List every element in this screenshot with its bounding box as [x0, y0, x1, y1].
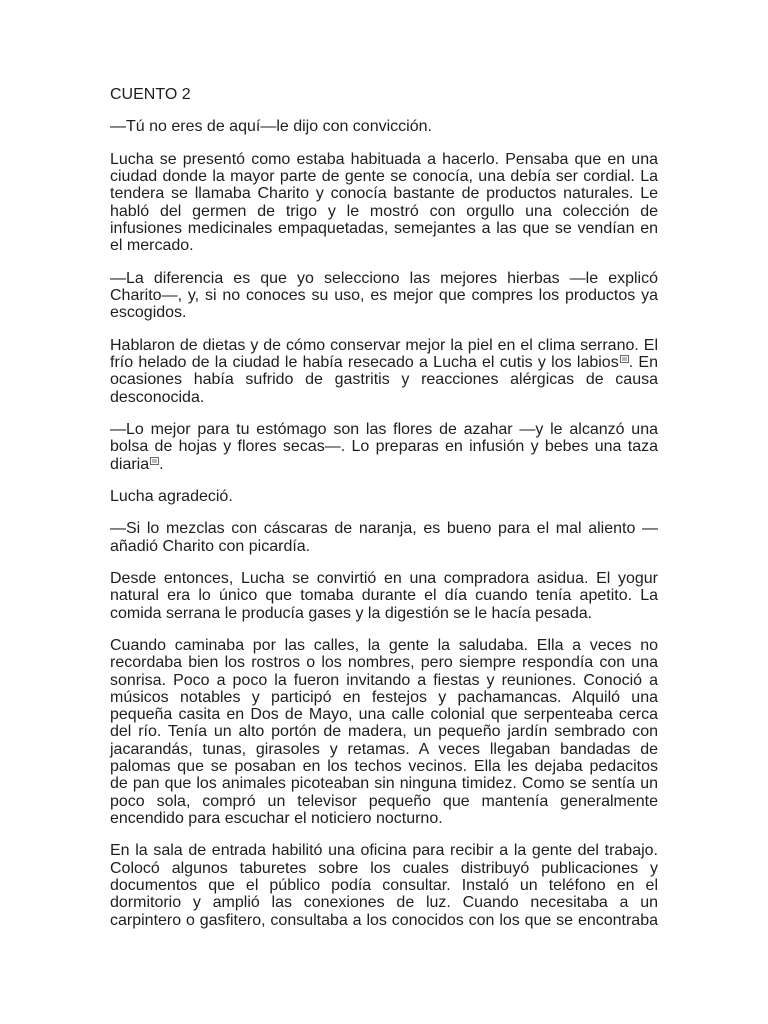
text-line: En la sala de entrada habilitó una oficina para recibir a la gente del trabajo.	[110, 842, 658, 860]
text-line: ocasiones había sufrido de gastritis y reacciones alérgicas de causa	[110, 371, 658, 389]
paragraph	[110, 570, 658, 622]
text-line: natural era lo único que tomaba durante el día cuando tenía apetito. La	[110, 587, 658, 605]
text-line: dormitorio y amplió las conexiones de luz. Cuando necesitaba a un	[110, 894, 658, 912]
text-line: palomas que se posaban en los techos vecinos. Ella les dejaba pedacitos	[110, 758, 658, 776]
text-line: Cuando caminaba por las calles, la gente la saludaba. Ella a veces no	[110, 636, 658, 654]
text-line: infusiones medicinales empaquetadas, semejantes a las que se vendían en	[110, 219, 658, 237]
text-line: Lucha se presentó como estaba habituada a hacerlo. Pensaba que en una	[110, 150, 658, 168]
text-segment: diaria	[110, 455, 150, 473]
text-line: bolsa de hojas y flores secas—. Lo preparas en infusión y bebes una taza	[110, 438, 658, 456]
document-body	[110, 86, 658, 944]
paragraph	[110, 270, 658, 322]
text-line: de pan que los animales picoteaban sin ninguna timidez. Como se sentía un	[110, 775, 658, 793]
text-line: Hablaron de dietas y de cómo conservar mejor la piel en el clima serrano. El	[110, 336, 658, 354]
text-line: documentos que el público podía consultar. Instaló un teléfono en el	[110, 876, 658, 894]
text-line: jacarandás, tunas, girasoles y retamas. A veces llegaban bandadas de	[110, 740, 658, 758]
text-line: ciudad donde la mayor parte de gente se conocía, una debía ser cordial. La	[110, 168, 658, 186]
text-line: carpintero o gasfitero, consultaba a los conocidos con los que se encontraba	[110, 911, 658, 929]
text-line: Desde entonces, Lucha se convirtió en una compradora asidua. El yogur	[110, 569, 658, 587]
text-segment: frío helado de la ciudad le había resecado a Lucha el cutis y los labios	[110, 353, 619, 371]
paragraph	[110, 842, 658, 928]
text-line: poco sola, compró un televisor pequeño que mantenía generalmente	[110, 792, 658, 810]
text-line: músicos notables y participó en festejos y pachamancas. Alquiló una	[110, 688, 658, 706]
text-line: —Lo mejor para tu estómago son las flores de azahar —y le alcanzó una	[110, 420, 658, 438]
paragraph	[110, 337, 658, 406]
paragraph	[110, 488, 658, 505]
paragraph	[110, 421, 658, 473]
paragraph	[110, 637, 658, 827]
footnote-marker-icon	[620, 355, 629, 363]
text-line: escogidos.	[110, 304, 187, 322]
text-line: —Si lo mezclas con cáscaras de naranja, es bueno para el mal aliento —	[110, 520, 658, 538]
text-line	[110, 456, 658, 473]
paragraph	[110, 151, 658, 255]
text-line: —La diferencia es que yo selecciono las mejores hierbas —le explicó	[110, 269, 658, 287]
text-line: el mercado.	[110, 237, 194, 255]
text-line: pequeña casita en Dos de Mayo, una calle colonial que serpenteaba cerca	[110, 706, 658, 724]
text-line: comida serrana le producía gases y la digestión se le hacía pesada.	[110, 604, 593, 622]
text-segment: . En	[628, 353, 658, 371]
text-line	[110, 354, 658, 371]
paragraph	[110, 520, 658, 555]
text-line: tendera se llamaba Charito y conocía bastante de productos naturales. Le	[110, 185, 658, 203]
text-line: Colocó algunos taburetes sobre los cuales distribuyó publicaciones y	[110, 859, 658, 877]
text-segment: .	[159, 455, 164, 473]
text-line: —Tú no eres de aquí—le dijo con convicción.	[110, 118, 432, 136]
document-title	[110, 86, 658, 103]
paragraph	[110, 118, 658, 135]
text-line: sonrisa. Poco a poco la fueron invitando a fiestas y reuniones. Conoció a	[110, 671, 658, 689]
text-line: del río. Tenía un alto portón de madera, un pequeño jardín sembrado con	[110, 723, 658, 741]
text-line: añadió Charito con picardía.	[110, 537, 311, 555]
text-line: habló del germen de trigo y le mostró con orgullo una colección de	[110, 202, 658, 220]
text-line: desconocida.	[110, 388, 205, 406]
footnote-marker-icon	[150, 457, 159, 465]
title-text: CUENTO 2	[110, 86, 191, 103]
text-line: recordaba bien los rostros o los nombres, pero siempre respondía con una	[110, 654, 658, 672]
text-line: Charito—, y, si no conoces su uso, es mejor que compres los productos ya	[110, 286, 658, 304]
text-line: encendido para escuchar el noticiero nocturno.	[110, 809, 443, 827]
text-line: Lucha agradeció.	[110, 487, 233, 505]
